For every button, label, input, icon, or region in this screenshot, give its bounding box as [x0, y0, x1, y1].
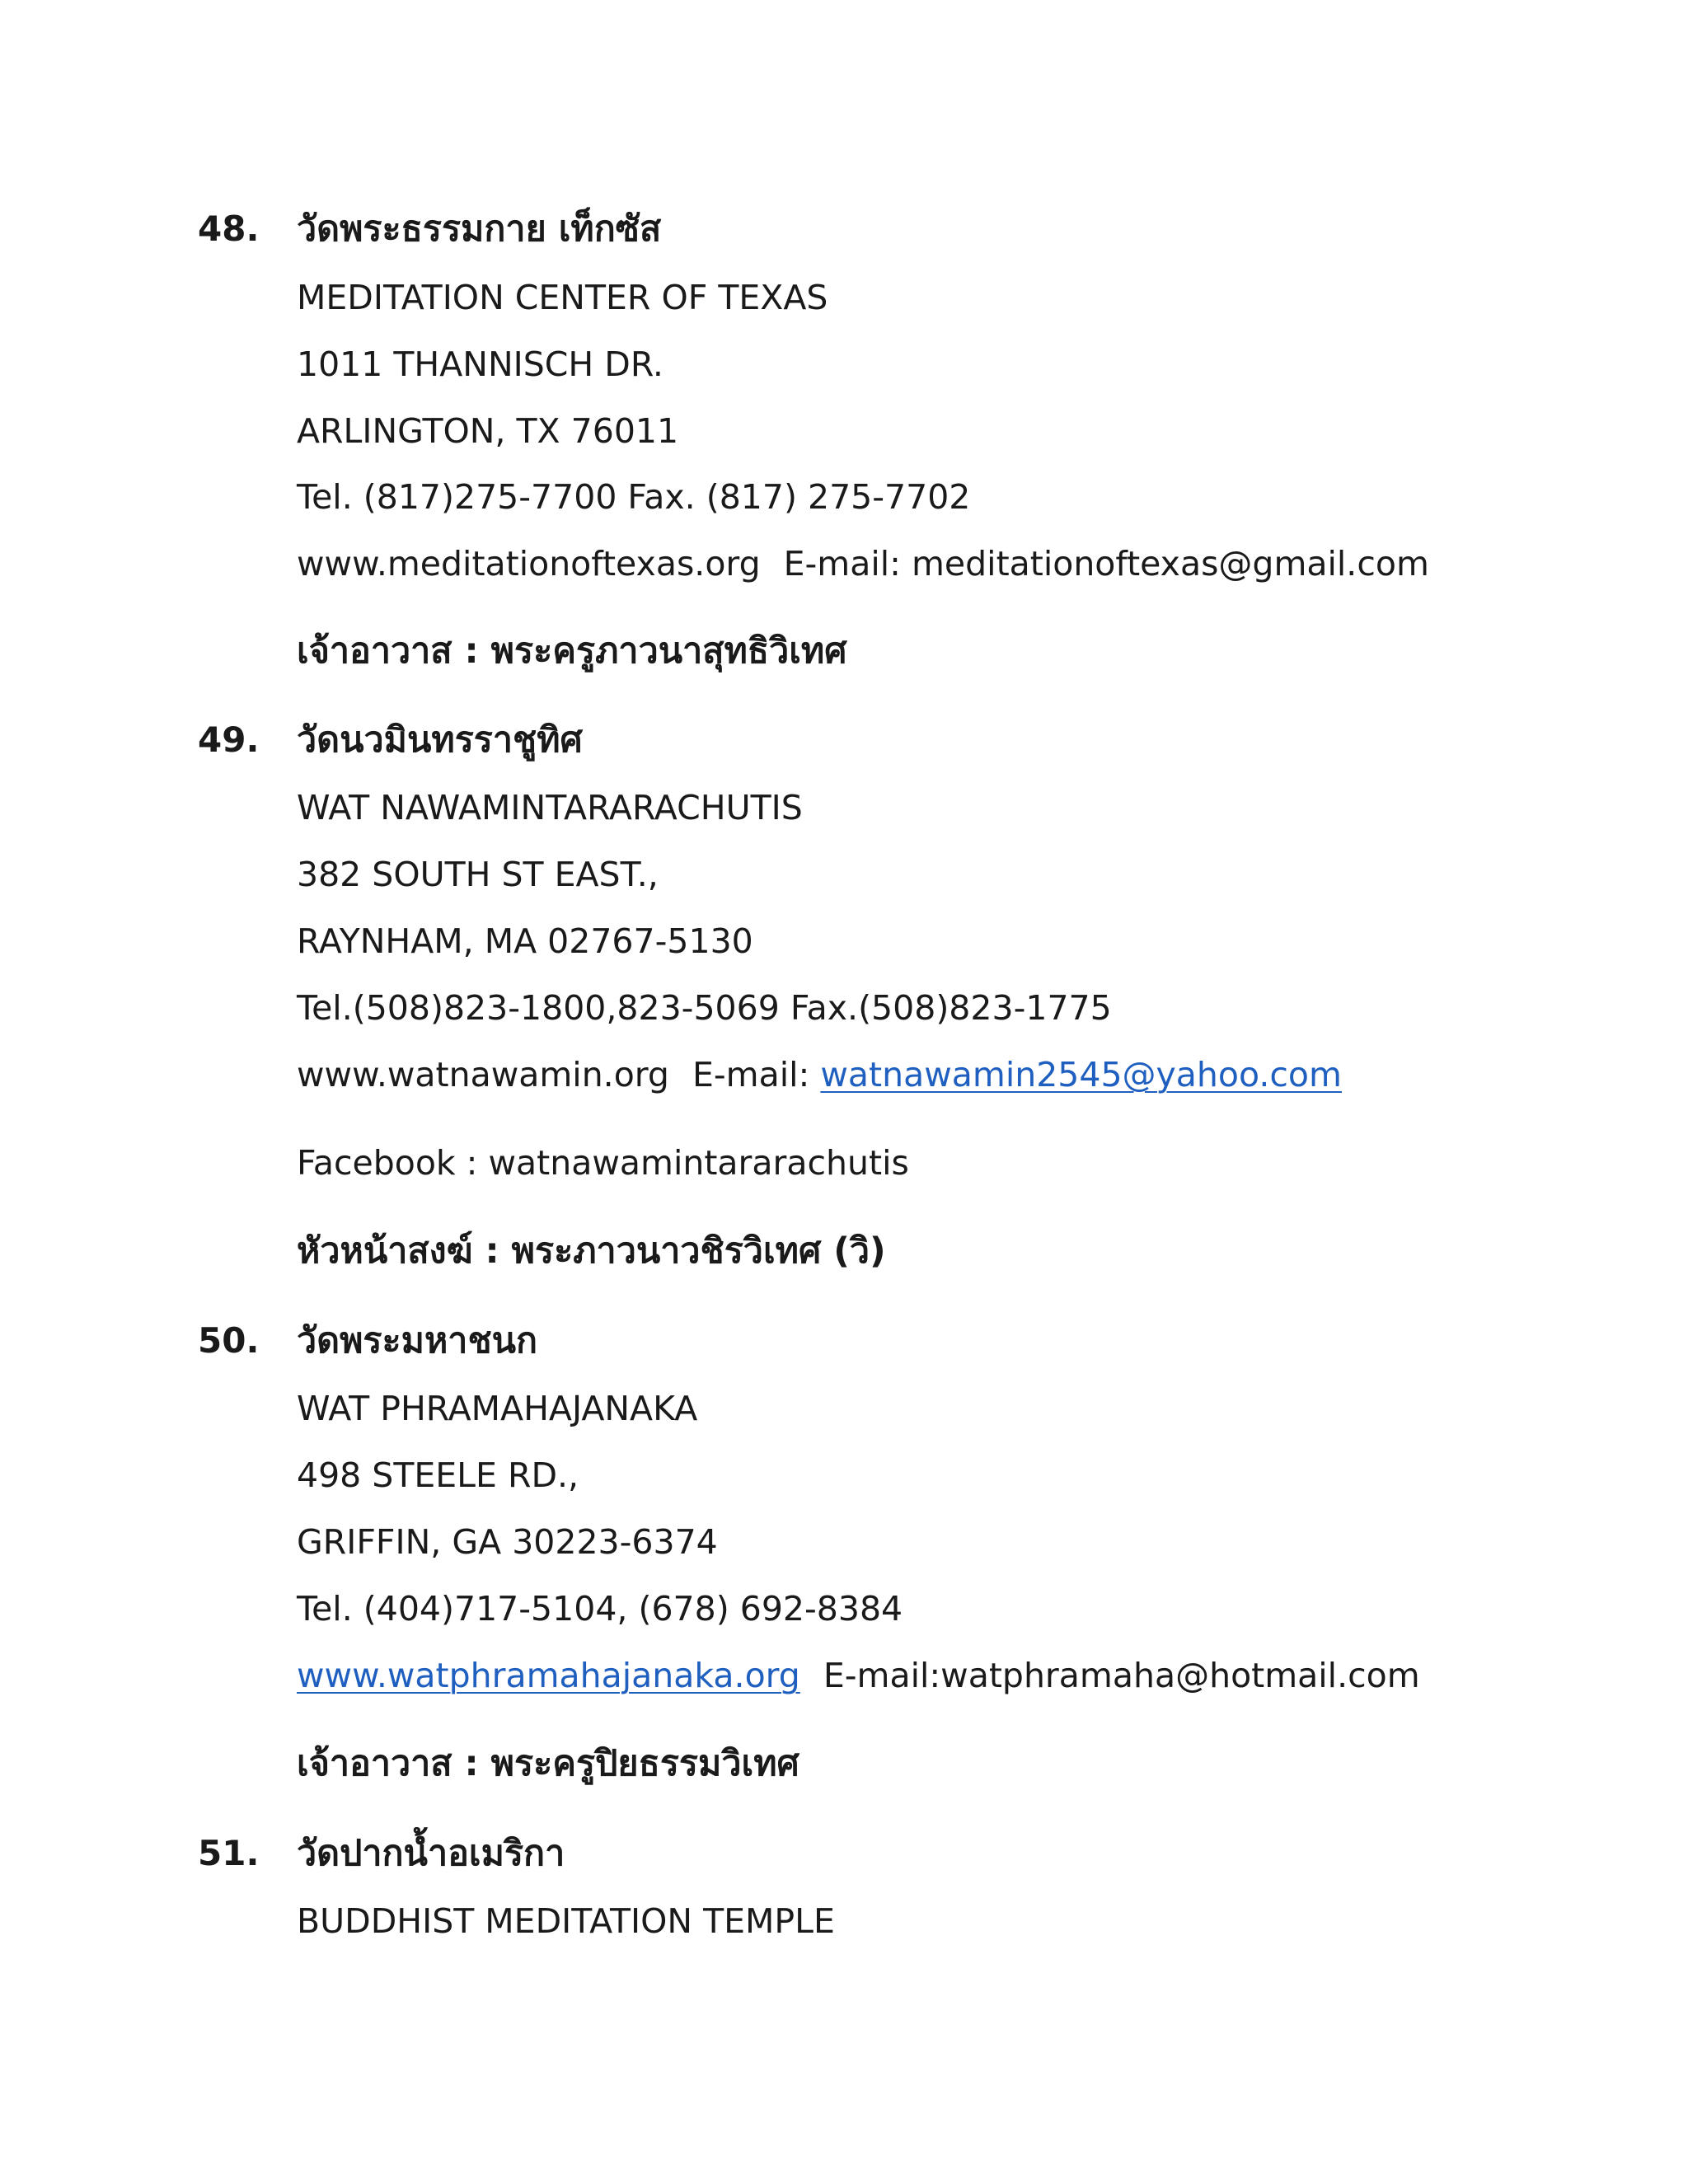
- address-line-1: 1011 THANNISCH DR.: [297, 344, 663, 384]
- website-link[interactable]: www.watphramahajanaka.org: [297, 1656, 800, 1695]
- web-email-line: [297, 1052, 1342, 1098]
- entry-number: 51.: [198, 1833, 260, 1873]
- email: E-mail: meditationoftexas@gmail.com: [783, 544, 1429, 583]
- temple-thai-name: วัดพระมหาชนก: [297, 1320, 538, 1361]
- address-line-1: 498 STEELE RD.,: [297, 1455, 579, 1495]
- facebook: Facebook : watnawamintararachutis: [297, 1143, 909, 1183]
- abbot: เจ้าอาวาส : พระครูปิยธรรมวิเทศ: [297, 1743, 799, 1784]
- website: www.meditationoftexas.org: [297, 544, 761, 583]
- address-line-2: RAYNHAM, MA 02767-5130: [297, 921, 753, 961]
- phone: Tel. (404)717-5104, (678) 692-8384: [297, 1589, 903, 1629]
- website: www.watnawamin.org: [297, 1055, 669, 1094]
- address-line-2: ARLINGTON, TX 76011: [297, 411, 679, 451]
- temple-thai-name: วัดปากน้ำอเมริกา: [297, 1833, 565, 1874]
- address-line-1: 382 SOUTH ST EAST.,: [297, 855, 659, 894]
- entry-number: 50.: [198, 1320, 260, 1361]
- temple-english-name: WAT NAWAMINTARARACHUTIS: [297, 788, 803, 827]
- temple-english-name: MEDITATION CENTER OF TEXAS: [297, 278, 828, 317]
- email-link[interactable]: watnawamin2545@yahoo.com: [820, 1055, 1342, 1094]
- entry-number: 49.: [198, 719, 260, 760]
- entry-number: 48.: [198, 209, 260, 249]
- abbot: เจ้าอาวาส : พระครูภาวนาสุทธิวิเทศ: [297, 630, 847, 672]
- phone-fax: Tel.(508)823-1800,823-5069 Fax.(508)823-1775: [297, 988, 1112, 1028]
- head-monk: หัวหน้าสงฆ์ : พระภาวนาวชิรวิเทศ (วิ): [297, 1230, 886, 1272]
- temple-thai-name: วัดพระธรรมกาย เท็กซัส: [297, 209, 662, 250]
- temple-english-name: WAT PHRAMAHAJANAKA: [297, 1389, 698, 1428]
- email: E-mail:watphramaha@hotmail.com: [823, 1656, 1420, 1695]
- temple-english-name: BUDDHIST MEDITATION TEMPLE: [297, 1901, 835, 1941]
- temple-thai-name: วัดนวมินทรราชูทิศ: [297, 719, 583, 761]
- web-email-line: [297, 1652, 1420, 1699]
- email-label: E-mail:: [692, 1055, 810, 1094]
- address-line-2: GRIFFIN, GA 30223-6374: [297, 1522, 718, 1562]
- phone-fax: Tel. (817)275-7700 Fax. (817) 275-7702: [297, 477, 971, 517]
- web-email-line: [297, 541, 1429, 587]
